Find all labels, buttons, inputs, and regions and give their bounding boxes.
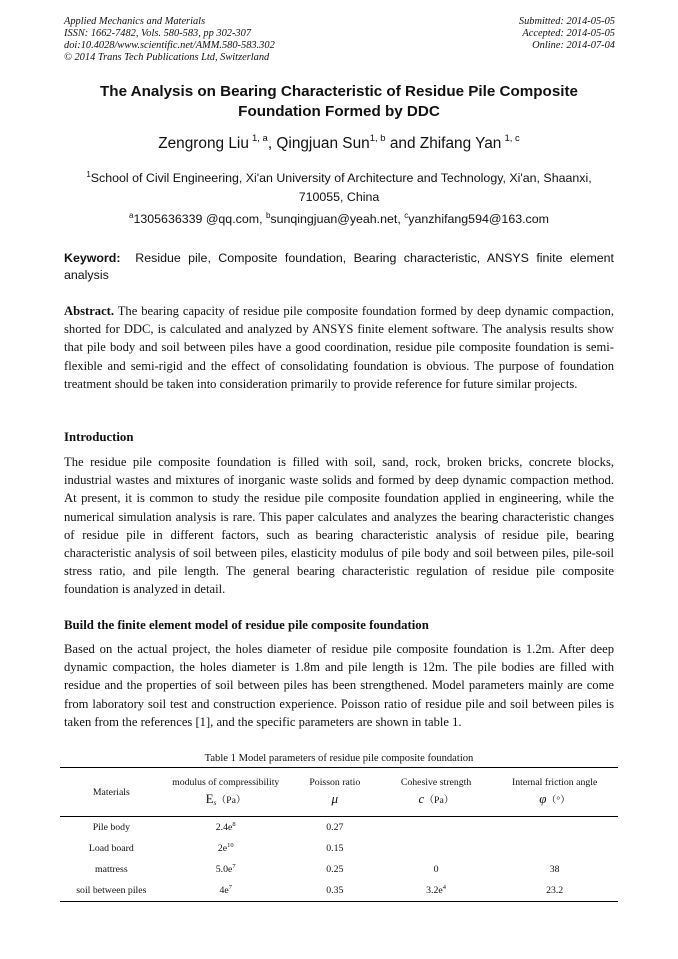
header-cohesive <box>381 768 491 817</box>
table-row <box>60 859 618 880</box>
header-poisson <box>289 768 381 817</box>
friction-unit: （°） <box>546 795 570 806</box>
modulus-value: 5.0e <box>215 864 233 875</box>
modulus-exponent: 8 <box>232 821 236 828</box>
cell-cohesive <box>381 880 491 902</box>
cell-cohesive <box>381 817 491 839</box>
issn-line: ISSN: 1662-7482, Vols. 580-583, pp 302-307 <box>64 28 252 39</box>
header-poisson-label: Poisson ratio <box>309 777 361 788</box>
modulus-exponent: 7 <box>228 884 232 891</box>
affiliation-marker: 1 <box>86 170 91 179</box>
header-poisson-symbol: μ <box>331 791 339 806</box>
email-list <box>64 211 614 227</box>
affiliation <box>64 169 614 207</box>
accepted-date: Accepted: 2014-05-05 <box>522 28 615 39</box>
cell-cohesive <box>381 838 491 859</box>
header-friction-symbol <box>491 791 618 807</box>
model-parameters-table <box>60 767 618 902</box>
modulus-subscript: s <box>213 799 217 807</box>
modulus-value: 2e <box>217 843 228 854</box>
author-name: Zhifang Yan <box>419 135 502 152</box>
table-row <box>60 880 618 902</box>
doi-line: doi:10.4028/www.scientific.net/AMM.580-583.302 <box>64 40 275 51</box>
author-separator: , <box>267 135 277 152</box>
cell-friction <box>491 817 618 839</box>
header-modulus-label: modulus of compressibility <box>172 777 280 788</box>
email-address[interactable]: 1305636339 @qq.com <box>133 212 260 226</box>
modulus-symbol: E <box>205 791 214 806</box>
author-separator: and <box>385 135 420 152</box>
header-materials: Materials <box>92 786 130 798</box>
author-affil-marker: 1, a <box>252 133 268 144</box>
journal-header-left <box>64 16 275 64</box>
email-marker: a <box>129 211 134 220</box>
header-cohesive-label: Cohesive strength <box>400 777 472 788</box>
build-model-heading: Build the finite element model of residue pile composite foundation <box>64 618 429 632</box>
build-model-text: Based on the actual project, the holes diameter of residue pile composite foundation is 1.2m. After deep dynamic compaction, the holes diameter is 1.8m and pile length is 12m. The pile bodies are filled with residue and the properties of soil between piles has been strengthened. Model parameters mainly are come from laboratory soil test and construction experience. Poisson ratio of residue pile and soil between piles is taken from the references [1], and the specific parameters are shown in table 1. <box>64 642 614 729</box>
header-friction-label: Internal friction angle <box>511 777 598 788</box>
table-row <box>60 817 618 839</box>
cell-modulus <box>163 880 289 902</box>
header-friction <box>491 768 618 817</box>
modulus-exponent: 10 <box>227 842 234 849</box>
modulus-unit: （Pa） <box>216 795 246 806</box>
cohesive-unit: （Pa） <box>424 795 454 806</box>
email-marker: b <box>265 211 271 220</box>
header-modulus-symbol <box>163 791 289 807</box>
cell-material: Load board <box>88 843 134 854</box>
abstract <box>64 302 614 393</box>
keywords <box>64 250 614 284</box>
header-modulus <box>163 768 289 817</box>
cell-poisson: 0.35 <box>326 885 344 896</box>
friction-symbol: φ <box>539 791 547 806</box>
email-address[interactable]: yanzhifang594@163.com <box>408 212 549 226</box>
cohesive-value: 3.2e <box>426 885 443 896</box>
cohesive-value: 0 <box>433 864 439 875</box>
abstract-text: The bearing capacity of residue pile composite foundation formed by deep dynamic compaction, shorted for DDC, is calculated and analyzed by ANSYS finite element software. The analysis results show that pile body and soil between piles have a good coordination, residue pile composite foundation is semi-flexible and semi-rigid and the effect of consolidating foundation is obvious. The purpose of foundation treatment should be taken into consideration primarily to provide reference for future similar projects. <box>64 304 614 391</box>
modulus-exponent: 7 <box>232 863 236 870</box>
modulus-value: 2.4e <box>215 822 233 833</box>
journal-header-right <box>519 16 615 52</box>
introduction-heading: Introduction <box>64 430 134 444</box>
affiliation-text: School of Civil Engineering, Xi'an University of Architecture and Technology, Xi'an, Shaanxi, 710055, China <box>90 171 592 204</box>
introduction-text: The residue pile composite foundation is filled with soil, sand, rock, broken bricks, concrete blocks, industrial wastes and mixtures of inorganic waste solids and formed by deep dynamic compaction method. At present, it is common to study the residue pile composite foundation applied in engineering, while the numerical simulation analysis is rare. This paper calculates and analyzes the bearing characteristic changes of residue pile in different factors, such as bearing characteristic analysis of residue pile, bearing characteristic analysis of soil between piles, elasticity modulus of pile body and soil between piles, pile-soil stress ratio, and pile length. The general bearing characteristic regulation of residue pile composite foundation is analyzed in detail. <box>64 455 614 597</box>
author-name: Qingjuan Sun <box>276 135 370 152</box>
paper-title: The Analysis on Bearing Characteristic of Residue Pile Composite Foundation Formed by DDC <box>100 83 578 120</box>
modulus-value: 4e <box>219 885 229 896</box>
cell-cohesive <box>381 859 491 880</box>
journal-name: Applied Mechanics and Materials <box>64 16 206 27</box>
table-row <box>60 838 618 859</box>
cohesive-symbol: c <box>418 791 425 806</box>
submitted-date: Submitted: 2014-05-05 <box>518 16 615 27</box>
header-cohesive-symbol <box>381 791 491 807</box>
online-date: Online: 2014-07-04 <box>532 40 615 51</box>
cell-modulus <box>163 859 289 880</box>
email-address[interactable]: sunqingjuan@yeah.net <box>270 212 398 226</box>
email-separator: , <box>397 212 405 226</box>
keyword-label: Keyword: <box>64 251 121 265</box>
email-marker: c <box>404 211 409 220</box>
cell-modulus <box>163 838 289 859</box>
cohesive-exponent: 4 <box>442 884 446 891</box>
cell-poisson: 0.27 <box>326 822 344 833</box>
cell-material: soil between piles <box>76 885 147 896</box>
cell-friction: 23.2 <box>546 885 564 896</box>
author-list <box>64 134 614 154</box>
author-affil-marker: 1, c <box>504 133 520 144</box>
cell-friction: 38 <box>549 864 560 875</box>
abstract-label: Abstract. <box>64 304 115 318</box>
cell-poisson: 0.15 <box>326 843 344 854</box>
cell-friction <box>491 838 618 859</box>
cell-material: mattress <box>95 864 128 875</box>
email-separator: , <box>259 212 266 226</box>
table-header-row <box>60 768 618 817</box>
table-caption: Table 1 Model parameters of residue pile composite foundation <box>204 753 474 764</box>
author-name: Zengrong Liu <box>158 135 249 152</box>
copyright-line: © 2014 Trans Tech Publications Ltd, Switzerland <box>64 52 270 63</box>
cell-material: Pile body <box>92 822 130 833</box>
cell-modulus <box>163 817 289 839</box>
author-affil-marker: 1, b <box>369 133 386 144</box>
cell-poisson: 0.25 <box>326 864 344 875</box>
keyword-text: Residue pile, Composite foundation, Bearing characteristic, ANSYS finite element analysis <box>64 251 614 282</box>
